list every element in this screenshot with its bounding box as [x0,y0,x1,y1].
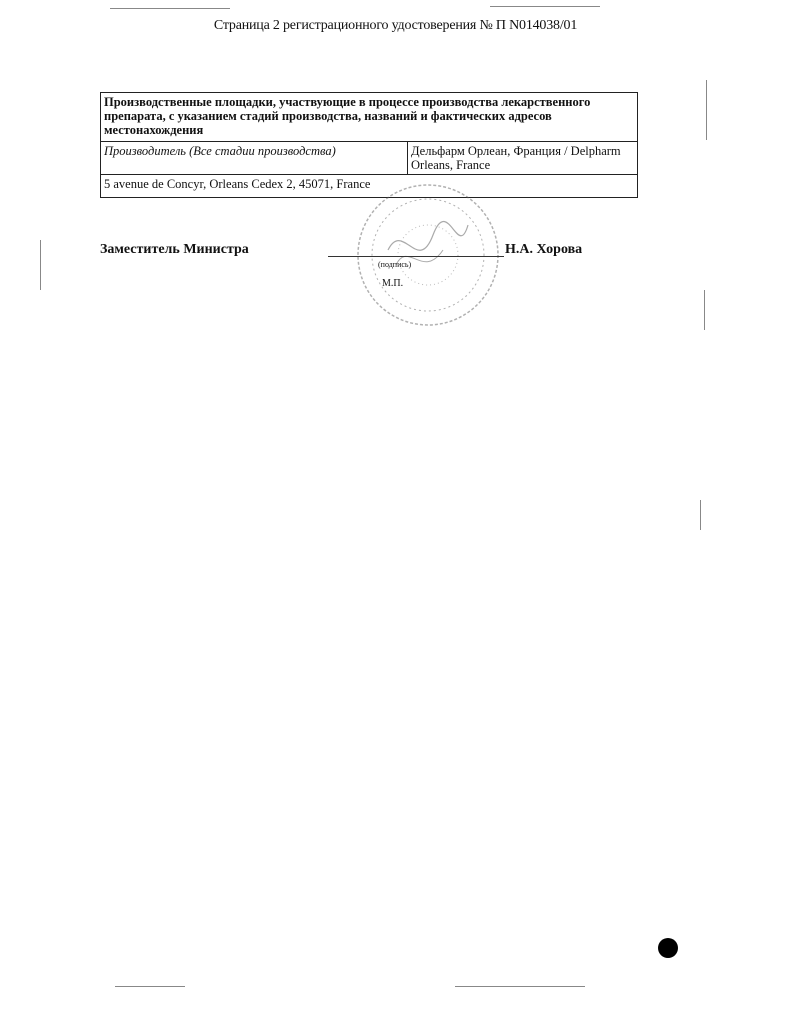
table-heading: Производственные площадки, участвующие в процессе производства лекарственного препарата, с указанием стадий производства, названий и фактических адресов местонахождения [101,93,638,142]
signature-line [328,256,504,257]
scan-artifact [490,6,600,7]
scan-artifact [455,986,585,987]
scan-artifact [700,500,701,530]
scan-artifact [110,8,230,9]
signatory-name: Н.А. Хорова [505,242,583,257]
punch-hole-mark [658,938,678,958]
stamp-place-label: М.П. [382,278,404,289]
signature-caption: (подпись) [378,260,412,269]
manufacturer-name: Дельфарм Орлеан, Франция / Delpharm Orleans, France [408,142,638,175]
table-row [101,142,638,175]
scan-artifact [704,290,705,330]
scan-artifact [40,240,41,290]
page-header: Страница 2 регистрационного удостоверения № П N014038/01 [213,18,578,33]
scan-artifact [115,986,185,987]
manufacturer-role: Производитель (Все стадии производства) [101,142,408,175]
table-row [101,93,638,142]
signatory-position: Заместитель Министра [100,242,249,257]
scan-artifact [706,80,707,140]
signature-block [100,242,600,302]
manufacturer-address: 5 avenue de Concyr, Orleans Cedex 2, 45071, France [101,175,638,198]
